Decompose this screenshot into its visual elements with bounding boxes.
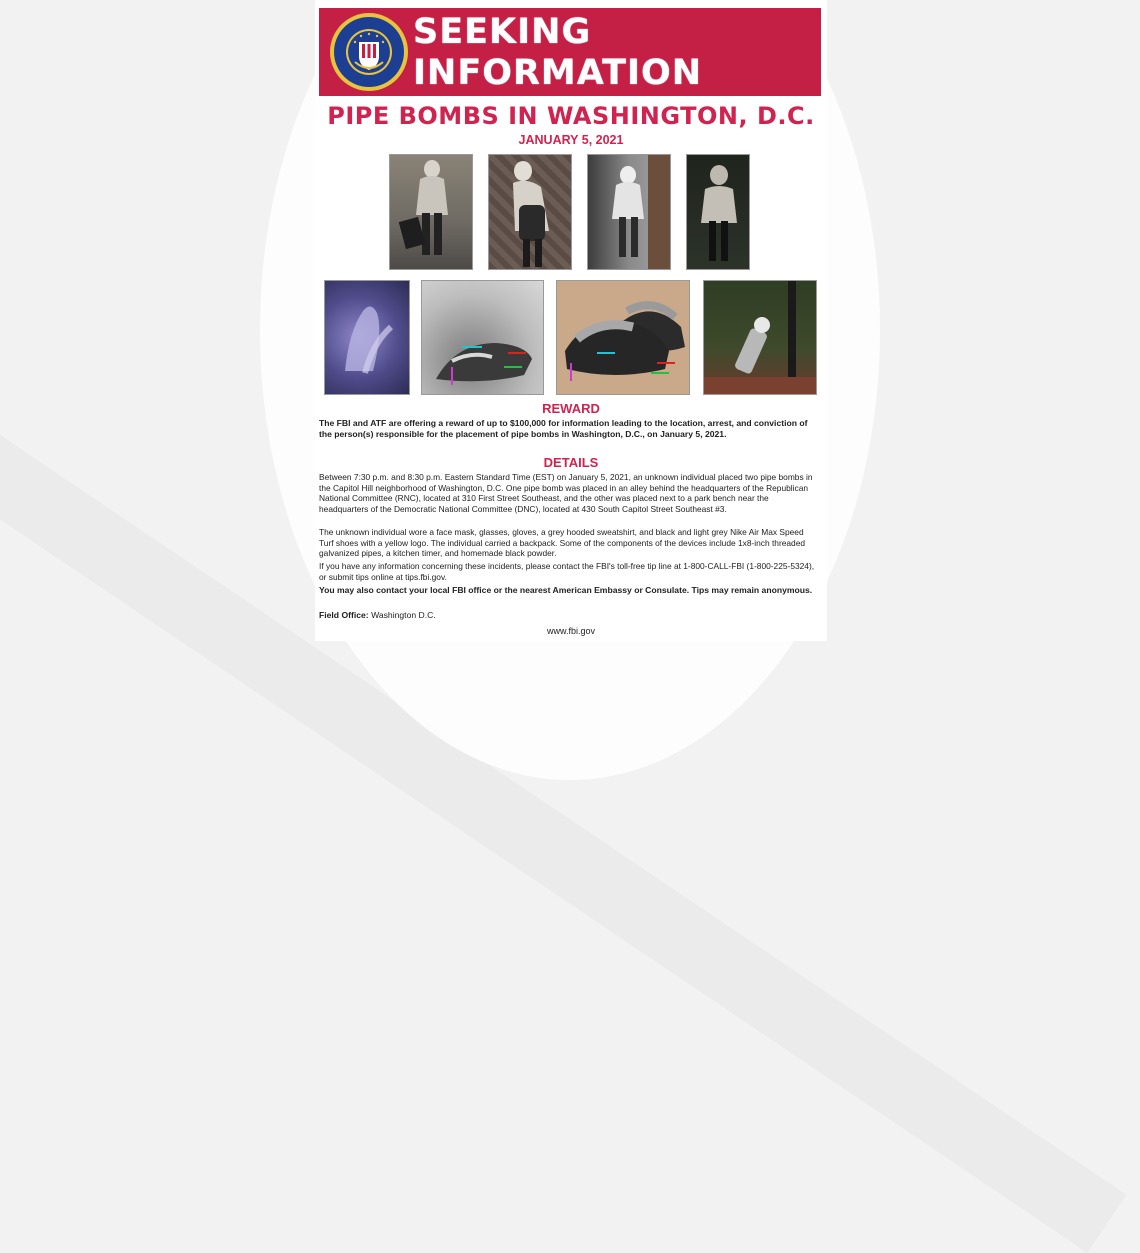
suspect-photo-1 bbox=[389, 154, 473, 270]
evidence-photo-nike-shoes bbox=[556, 280, 690, 395]
banner-line-seeking: SEEKING bbox=[413, 12, 592, 52]
fbi-website-link[interactable]: www.fbi.gov bbox=[546, 626, 596, 636]
details-paragraph-2: The unknown individual wore a face mask, glasses, gloves, a grey hooded sweatshirt, and black and light grey Nike Air Max Speed Turf shoes with a yellow logo. The individual carried a backpack. Some of the components of the devices include 1x8-inch threaded galvanized pipes, a kitchen timer, and homemade black powder. bbox=[319, 527, 806, 558]
suspect-photo-2 bbox=[488, 154, 572, 270]
fbi-seal-icon bbox=[329, 12, 409, 92]
wanted-poster bbox=[315, 0, 827, 641]
details-paragraph-1: Between 7:30 p.m. and 8:30 p.m. Eastern Standard Time (EST) on January 5, 2021, an unknown individual placed two pipe bombs in the Capitol Hill neighborhood of Washington, D.C. One pipe bomb was placed in an alley behind the headquarters of the Republican National Committee (RNC), located at 310 First Street Southeast, and the other was placed next to a park bench near the headquarters of the Democratic National Committee (DNC), located at 430 South Capitol Street Southeast #3. bbox=[319, 472, 813, 514]
evidence-photo-glove bbox=[324, 280, 410, 395]
case-date: JANUARY 5, 2021 bbox=[518, 133, 624, 147]
case-title: PIPE BOMBS IN WASHINGTON, D.C. bbox=[327, 102, 815, 130]
reward-heading: REWARD bbox=[542, 401, 600, 416]
details-paragraph-3: If you have any information concerning these incidents, please contact the FBI's toll-free tip line at 1-800-CALL-FBI (1-800-225-5324), or submit tips online at tips.fbi.gov. bbox=[319, 561, 815, 582]
details-paragraph-4: You may also contact your local FBI office or the nearest American Embassy or Consulate. Tips may remain anonymous. bbox=[319, 585, 813, 595]
banner-line-information: INFORMATION bbox=[413, 53, 703, 93]
reward-text: The FBI and ATF are offering a reward of up to $100,000 for information leading to the location, arrest, and conviction of the person(s) responsible for the placement of pipe bombs in Washington, D.C., on January 5, 2021. bbox=[319, 418, 808, 439]
details-heading: DETAILS bbox=[543, 455, 599, 470]
field-office-label: Field Office: bbox=[319, 610, 369, 620]
suspect-photo-3 bbox=[587, 154, 671, 270]
seeking-information-banner bbox=[319, 8, 821, 96]
banner-title bbox=[413, 12, 702, 94]
field-office bbox=[319, 610, 436, 620]
suspect-photo-4 bbox=[686, 154, 750, 270]
evidence-photo-pipe-bomb bbox=[703, 280, 817, 395]
field-office-value: Washington D.C. bbox=[371, 610, 436, 620]
evidence-photo-shoe-footage bbox=[421, 280, 544, 395]
